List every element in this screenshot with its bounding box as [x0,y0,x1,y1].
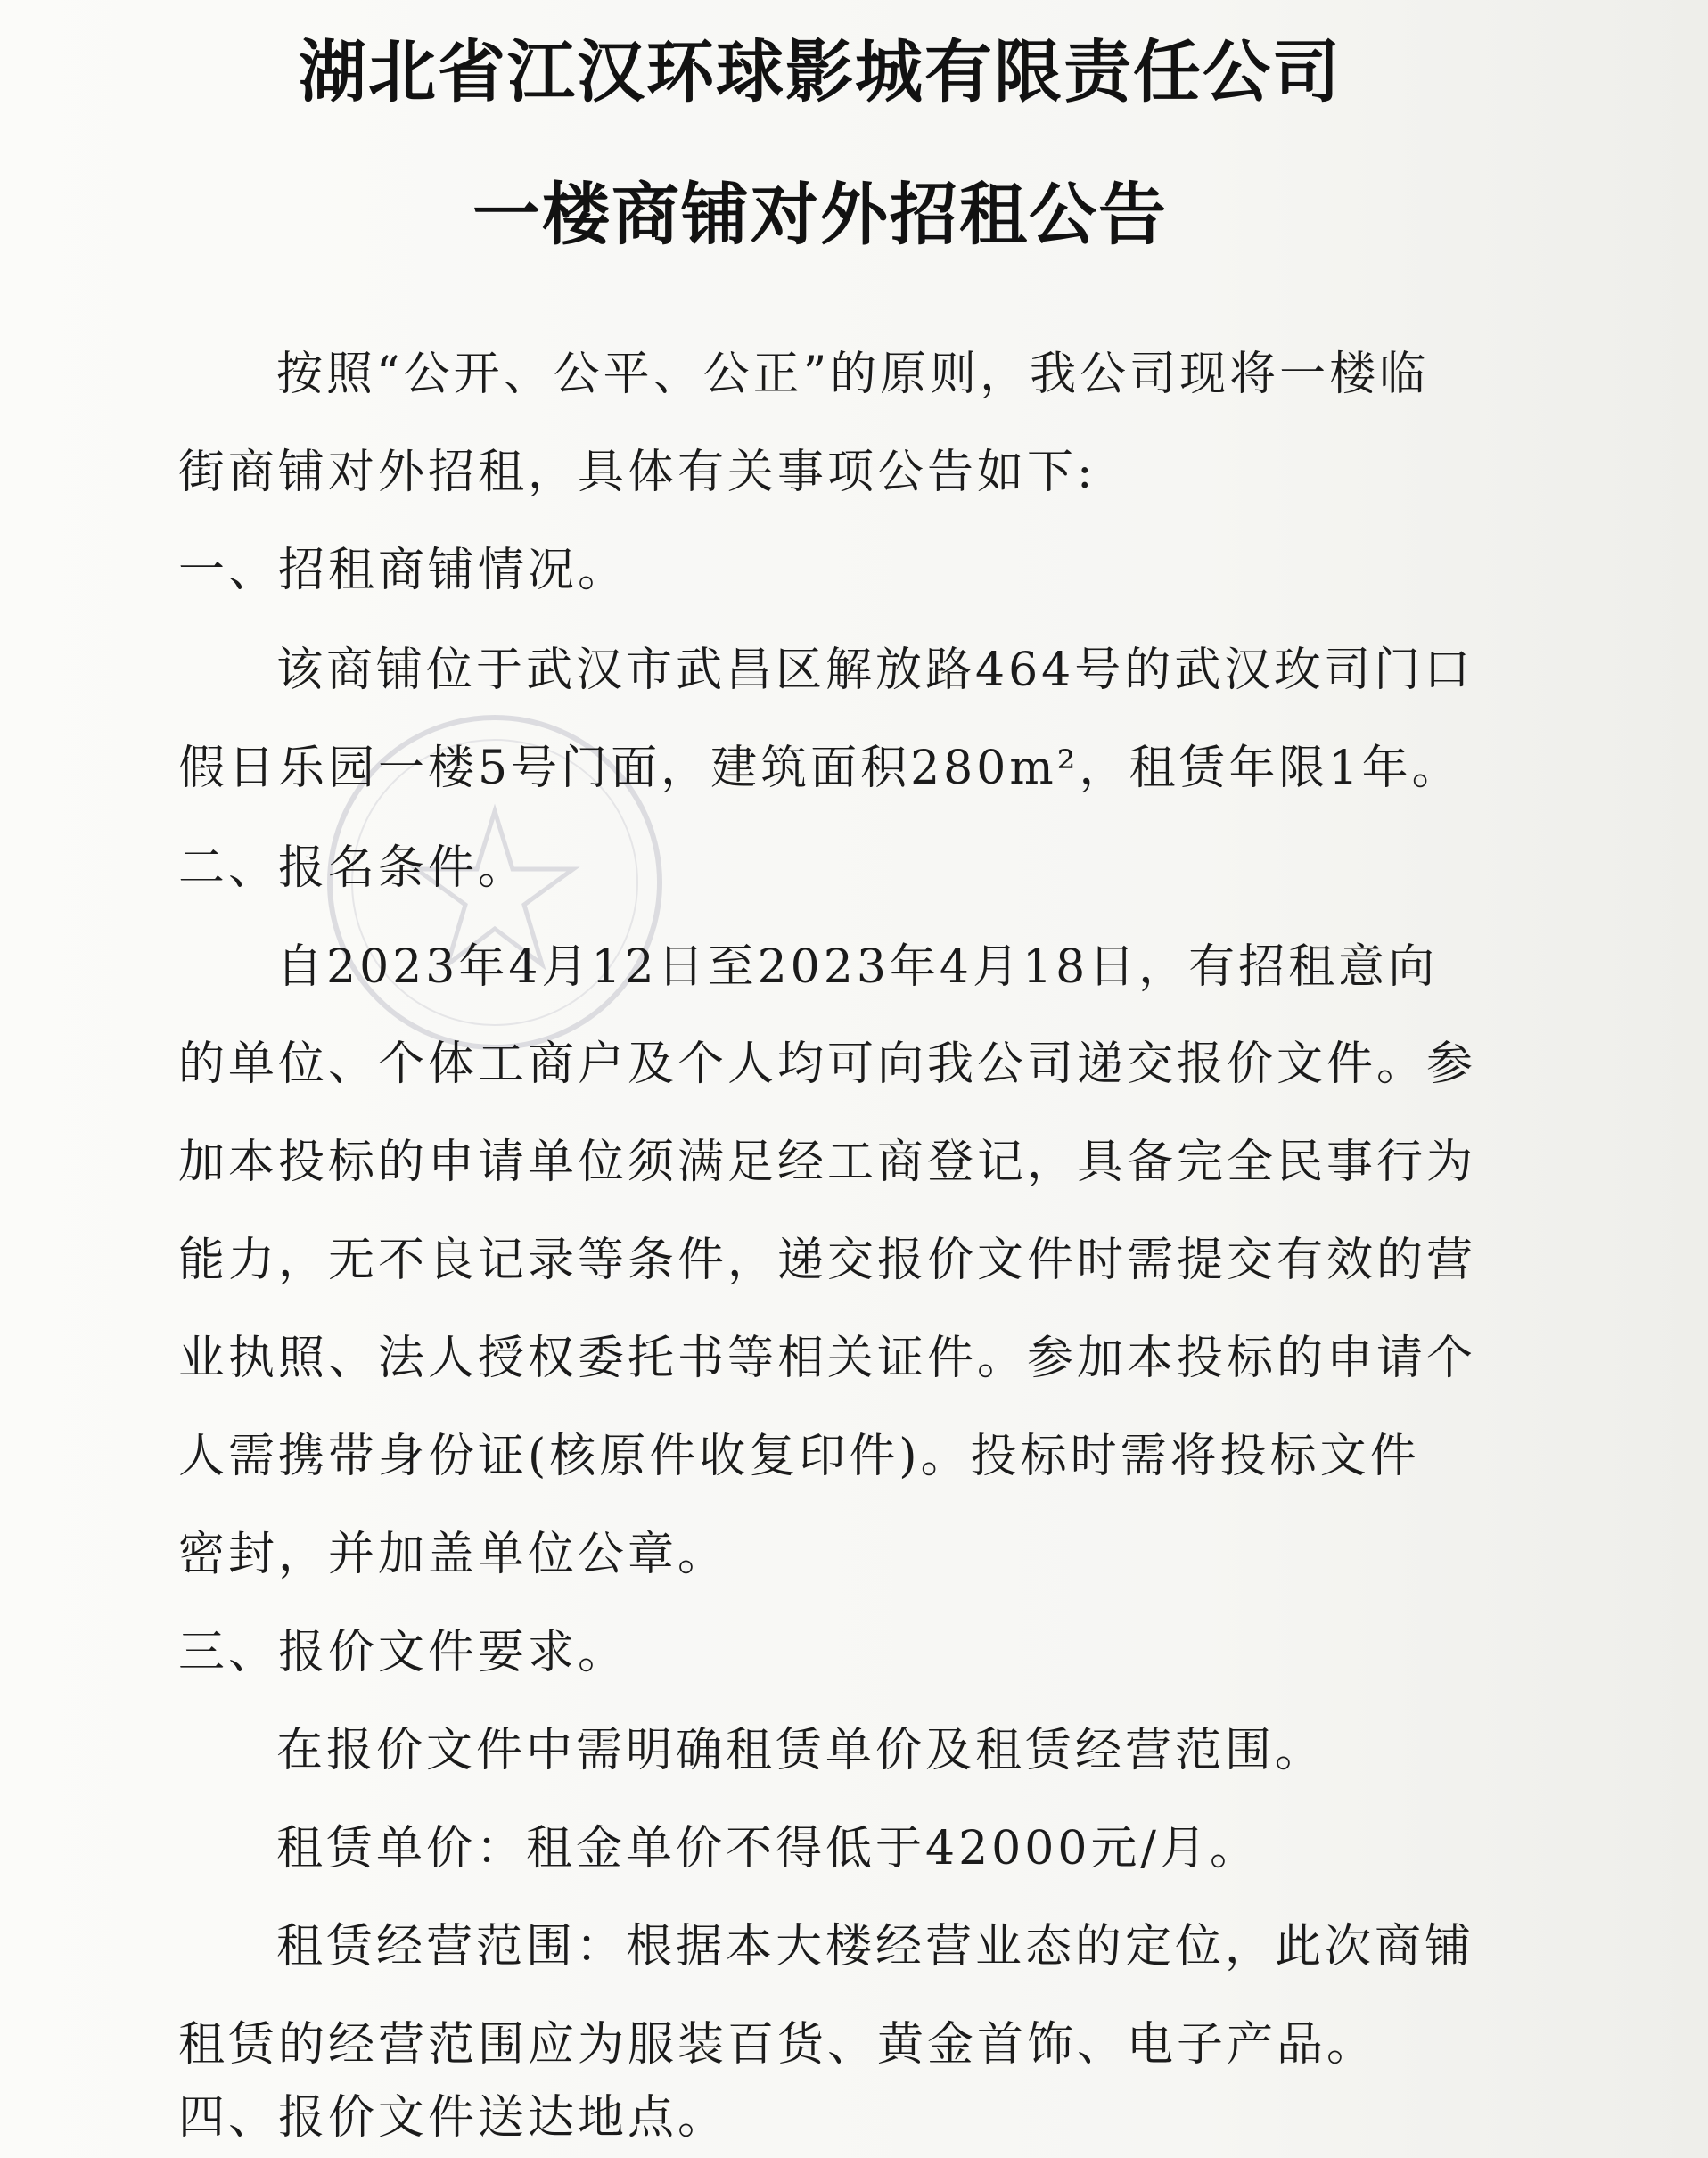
body-line: 人需携带身份证(核原件收复印件)。投标时需将投标文件 [178,1430,1420,1483]
body-line: 能力，无不良记录等条件，递交报价文件时需提交有效的营 [178,1234,1477,1287]
body-line: 加本投标的申请单位须满足经工商登记，具备完全民事行为 [178,1136,1477,1189]
body-line: 租赁经营范围：根据本大楼经营业态的定位，此次商铺 [276,1920,1475,1973]
document-title-notice: 一楼商铺对外招租公告 [472,175,1168,254]
section-heading: 三、报价文件要求。 [178,1626,628,1679]
body-line: 该商铺位于武汉市武昌区解放路464号的武汉玫司门口 [276,644,1474,697]
body-line: 的单位、个体工商户及个人均可向我公司递交报价文件。参 [178,1038,1477,1091]
body-line: 密封，并加盖单位公章。 [178,1528,728,1581]
body-line: 自2023年4月12日至2023年4月18日，有招租意向 [276,940,1439,994]
section-heading: 一、招租商铺情况。 [178,544,628,597]
body-line: 租赁的经营范围应为服装百货、黄金首饰、电子产品。 [178,2018,1377,2072]
body-line: 业执照、法人授权委托书等相关证件。参加本投标的申请个 [178,1332,1477,1385]
body-line: 租赁单价：租金单价不得低于42000元/月。 [276,1822,1260,1875]
body-line: 在报价文件中需明确租赁单价及租赁经营范围。 [276,1724,1326,1777]
body-line: 假日乐园一楼5号门面，建筑面积280m²，租赁年限1年。 [178,742,1462,795]
document-title-company: 湖北省江汉环球影城有限责任公司 [299,32,1342,111]
section-heading: 四、报价文件送达地点。 [178,2091,728,2145]
body-line: 街商铺对外招租，具体有关事项公告如下: [178,446,1096,499]
section-heading: 二、报名条件。 [178,841,529,895]
body-line: 按照“公开、公平、公正”的原则，我公司现将一楼临 [276,348,1430,401]
